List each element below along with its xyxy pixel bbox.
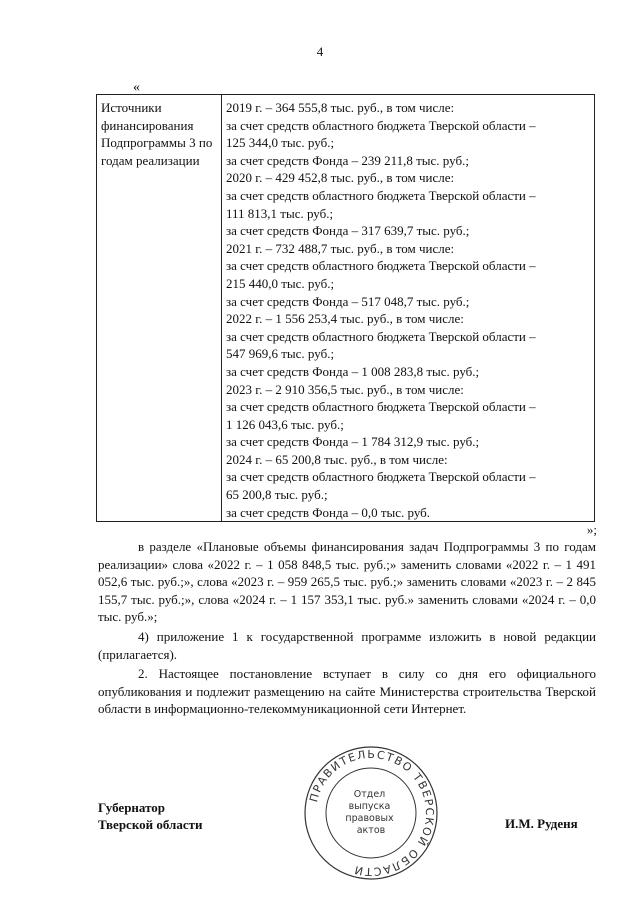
- financing-line: за счет средств Фонда – 0,0 тыс. руб.: [226, 504, 431, 520]
- financing-line: за счет средств областного бюджета Тверской области –: [226, 399, 536, 415]
- financing-line: за счет средств Фонда – 239 211,8 тыс. руб.;: [226, 152, 469, 168]
- financing-line: за счет средств областного бюджета Тверской области –: [226, 258, 536, 274]
- financing-line: 215 440,0 тыс. руб.;: [226, 275, 335, 291]
- financing-line: 2023 г. – 2 910 356,5 тыс. руб., в том числе:: [226, 381, 464, 397]
- financing-line: 2024 г. – 65 200,8 тыс. руб., в том числе:: [226, 451, 448, 467]
- paragraph-amendment: в разделе «Плановые объемы финансирования задач Подпрограммы 3 по годам реализации» слова «2022 г. – 1 058 848,5 тыс. руб.;» заменить словами «2022 г. – 1 491 052,6 тыс. руб.;», слова «2023 г. – 959 265,5 тыс. руб.;» заменить словами «2023 г. – 2 845 155,7 тыс. руб.;», слова «2024 г. – 1 157 353,1 тыс. руб.» заменить словами «2024 г. – 0,0 тыс. руб.»;: [98, 539, 596, 625]
- financing-label: Источники финансирования Подпрограммы 3 по годам реализации: [97, 95, 222, 522]
- financing-line: за счет средств областного бюджета Тверской области –: [226, 117, 536, 133]
- seal-center-line: актов: [356, 825, 386, 836]
- financing-line: 111 813,1 тыс. руб.;: [226, 205, 334, 221]
- financing-line: 125 344,0 тыс. руб.;: [226, 135, 335, 151]
- seal-ring-text: ПРАВИТЕЛЬСТВО ТВЕРСКОЙ ОБЛАСТИ: [307, 747, 437, 879]
- seal-center-line: выпуска: [348, 801, 391, 812]
- seal-center-line: Отдел: [353, 789, 386, 800]
- financing-line: 2021 г. – 732 488,7 тыс. руб., в том числе:: [226, 240, 455, 256]
- financing-line: 2020 г. – 429 452,8 тыс. руб., в том числе:: [226, 170, 455, 186]
- financing-line: за счет средств областного бюджета Тверской области –: [226, 469, 536, 485]
- financing-line: 2022 г. – 1 556 253,4 тыс. руб., в том числе:: [226, 311, 464, 327]
- body-text: [98, 538, 596, 718]
- signatory-title: [98, 799, 203, 833]
- financing-line: за счет средств областного бюджета Тверской области –: [226, 328, 536, 344]
- signatory-title-line: Губернатор: [98, 800, 166, 815]
- financing-line: 1 126 043,6 тыс. руб.;: [226, 416, 344, 432]
- signatory-name: И.М. Руденя: [505, 816, 578, 831]
- financing-line: за счет средств Фонда – 517 048,7 тыс. руб.;: [226, 293, 470, 309]
- page-number: 4: [316, 44, 324, 59]
- financing-values: [222, 95, 595, 522]
- financing-line: за счет средств Фонда – 1 008 283,8 тыс. руб.;: [226, 363, 480, 379]
- paragraph-effective: 2. Настоящее постановление вступает в силу со дня его официального опубликования и подлежит размещению на сайте Министерства строительства Тверской области в информационно-телекоммуникационной сети Интернет.: [98, 666, 596, 717]
- financing-table: [96, 94, 595, 522]
- financing-line: за счет средств Фонда – 317 639,7 тыс. руб.;: [226, 223, 470, 239]
- official-seal: [303, 745, 439, 881]
- seal-center-line: правовых: [345, 813, 394, 824]
- financing-line: 2019 г. – 364 555,8 тыс. руб., в том числе:: [226, 100, 455, 115]
- opening-quote: «: [133, 80, 140, 95]
- financing-line: 547 969,6 тыс. руб.;: [226, 346, 335, 362]
- svg-text:Отдел выпуска правовых: [345, 789, 396, 836]
- financing-line: за счет средств Фонда – 1 784 312,9 тыс. руб.;: [226, 434, 480, 450]
- closing-quote: »;: [586, 522, 597, 537]
- financing-line: 65 200,8 тыс. руб.;: [226, 487, 328, 503]
- signatory-title-line: Тверской области: [98, 817, 203, 832]
- financing-line: за счет средств областного бюджета Тверской области –: [226, 187, 536, 203]
- paragraph-appendix: 4) приложение 1 к государственной программе изложить в новой редакции (прилагается).: [98, 628, 596, 662]
